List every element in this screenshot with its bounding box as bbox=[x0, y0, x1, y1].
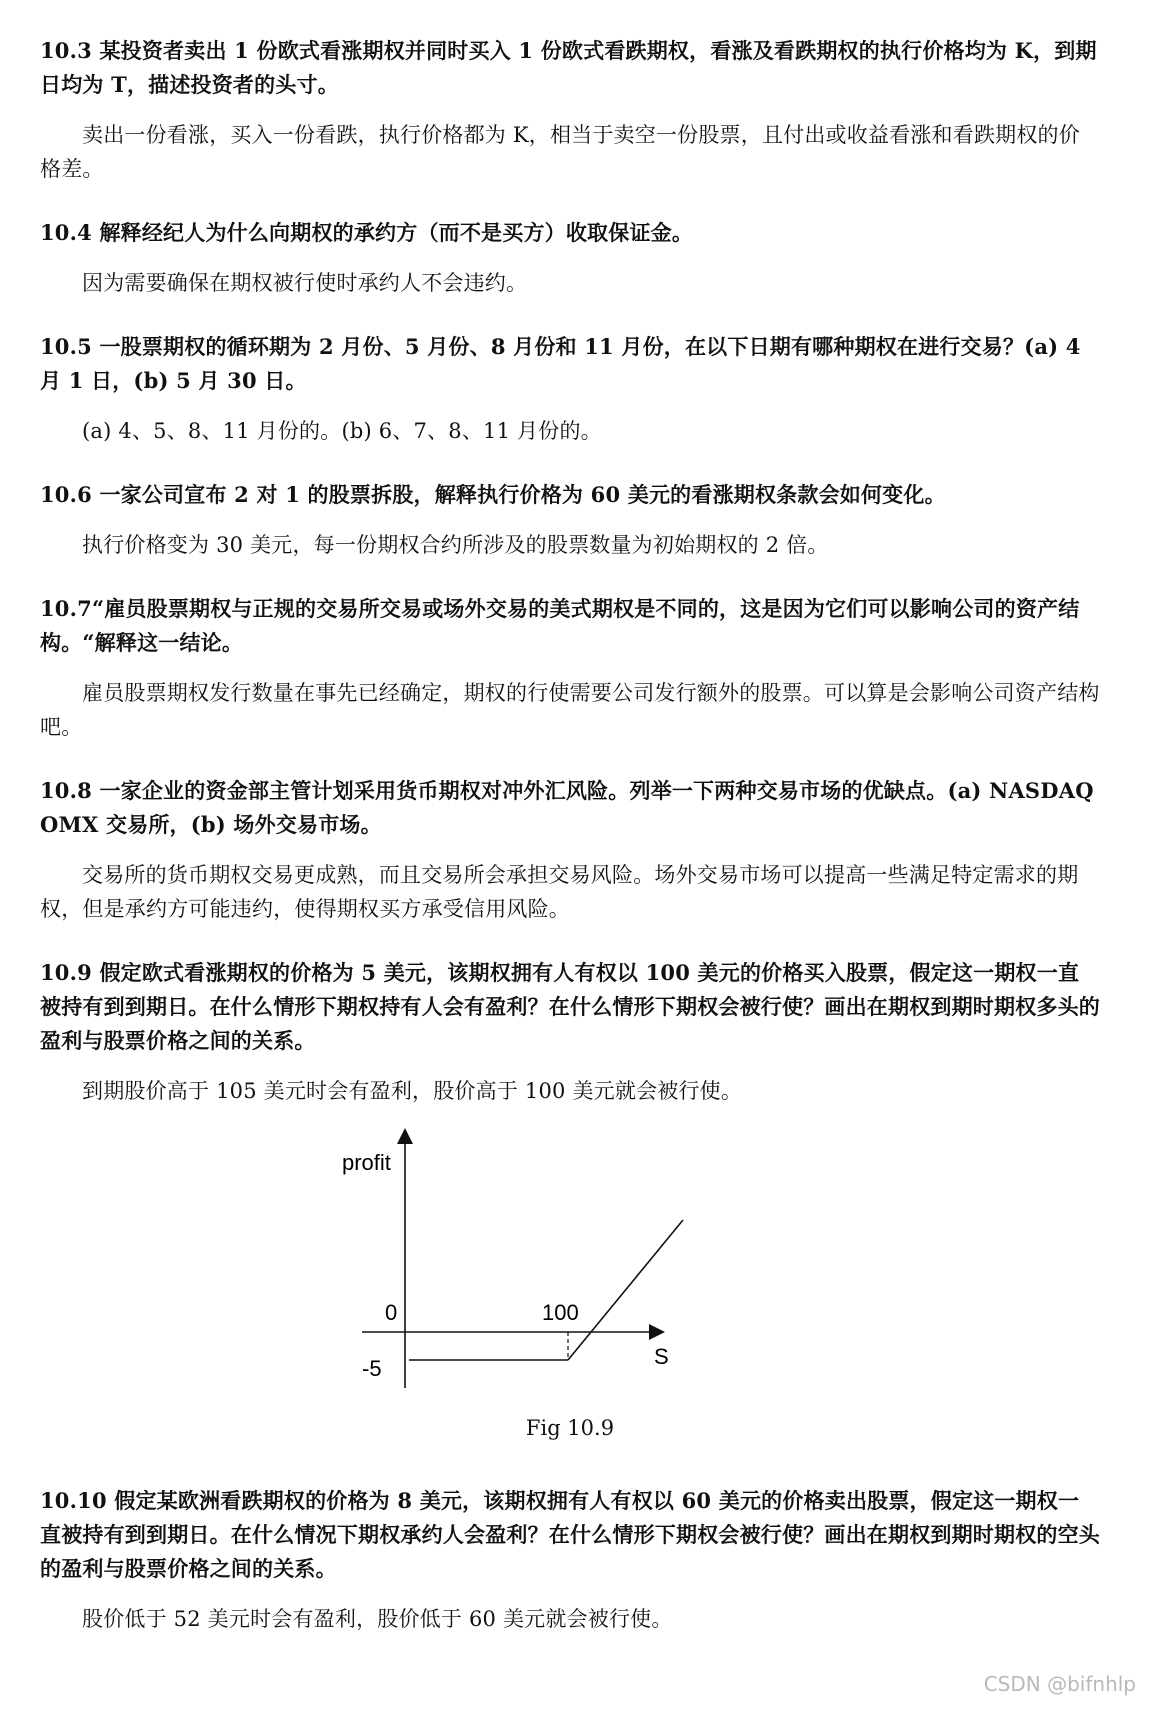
figure-10-9 bbox=[40, 1118, 1100, 1484]
x-axis-label: S bbox=[654, 1344, 669, 1369]
answer-10-10: 股价低于 52 美元时会有盈利，股价低于 60 美元就会被行使。 bbox=[82, 1607, 673, 1631]
strike-label: 100 bbox=[542, 1300, 579, 1325]
answer-10-8: 交易所的货币期权交易更成熟，而且交易所会承担交易风险。场外交易市场可以提高一些满足特定需求的期权，但是承约方可能违约，使得期权买方承受信用风险。 bbox=[40, 863, 1079, 921]
answer-10-7: 雇员股票期权发行数量在事先已经确定，期权的行使需要公司发行额外的股票。可以算是会影响公司资产结构吧。 bbox=[40, 681, 1100, 739]
payoff-rising-segment bbox=[568, 1220, 683, 1360]
watermark: CSDN @bifnhlp bbox=[983, 1672, 1136, 1696]
question-10-6: 10.6 一家公司宣布 2 对 1 的股票拆股，解释执行价格为 60 美元的看涨期权条款会如何变化。 bbox=[40, 482, 946, 507]
question-10-5: 10.5 一股票期权的循环期为 2 月份、5 月份、8 月份和 11 月份，在以下日期有哪种期权在进行交易？(a) 4 月 1 日，(b) 5 月 30 日。 bbox=[40, 334, 1081, 393]
y-axis-label: profit bbox=[342, 1150, 391, 1175]
answer-10-5: (a) 4、5、8、11 月份的。(b) 6、7、8、11 月份的。 bbox=[82, 419, 602, 443]
question-10-8: 10.8 一家企业的资金部主管计划采用货币期权对冲外汇风险。列举一下两种交易市场的优缺点。(a) NASDAQ OMX 交易所，(b) 场外交易市场。 bbox=[40, 778, 1094, 837]
payoff-chart bbox=[40, 1118, 1100, 1418]
zero-label: 0 bbox=[385, 1300, 398, 1325]
answer-10-9: 到期股价高于 105 美元时会有盈利，股价高于 100 美元就会被行使。 bbox=[82, 1079, 743, 1103]
answer-10-3: 卖出一份看涨，买入一份看跌，执行价格都为 K，相当于卖空一份股票，且付出或收益看涨和看跌期权的价格差。 bbox=[40, 123, 1080, 181]
answer-10-6: 执行价格变为 30 美元，每一份期权合约所涉及的股票数量为初始期权的 2 倍。 bbox=[82, 533, 829, 557]
question-10-10: 10.10 假定某欧洲看跌期权的价格为 8 美元，该期权拥有人有权以 60 美元的价格卖出股票，假定这一期权一直被持有到到期日。在什么情况下期权承约人会盈利？在什么情形下期权会被行使？画出在期权到期时期权的空头的盈利与股票价格之间的关系。 bbox=[40, 1488, 1100, 1581]
question-10-3: 10.3 某投资者卖出 1 份欧式看涨期权并同时买入 1 份欧式看跌期权，看涨及看跌期权的执行价格均为 K，到期日均为 T，描述投资者的头寸。 bbox=[40, 38, 1097, 97]
min-profit-label: -5 bbox=[362, 1356, 382, 1381]
question-10-7: 10.7“雇员股票期权与正规的交易所交易或场外交易的美式期权是不同的，这是因为它们可以影响公司的资产结构。“解释这一结论。 bbox=[40, 596, 1080, 655]
question-10-4: 10.4 解释经纪人为什么向期权的承约方（而不是买方）收取保证金。 bbox=[40, 220, 694, 245]
question-10-9: 10.9 假定欧式看涨期权的价格为 5 美元，该期权拥有人有权以 100 美元的价格买入股票，假定这一期权一直被持有到到期日。在什么情形下期权持有人会有盈利？在什么情形下期权会被行使？画出在期权到期时期权多头的盈利与股票价格之间的关系。 bbox=[40, 960, 1100, 1053]
document-page bbox=[40, 34, 1100, 1636]
figure-caption: Fig 10.9 bbox=[525, 1416, 615, 1440]
answer-10-4: 因为需要确保在期权被行使时承约人不会违约。 bbox=[82, 271, 528, 295]
